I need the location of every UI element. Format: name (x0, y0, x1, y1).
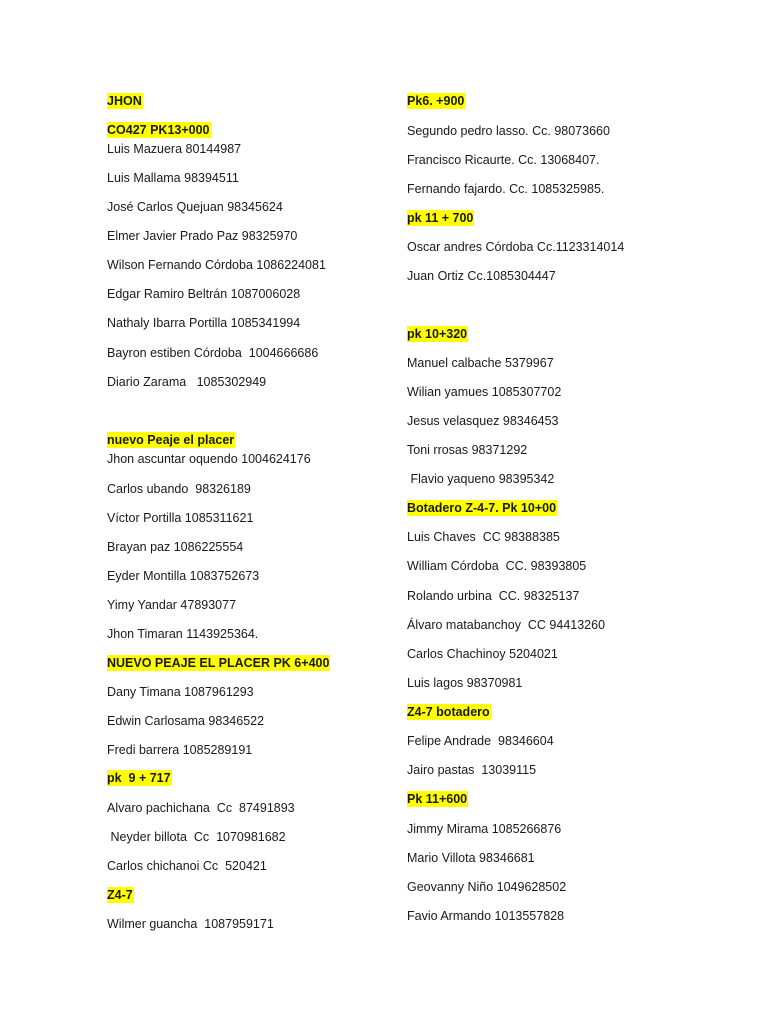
list-item: Brayan paz 1086225554 (107, 540, 244, 554)
list-item: Elmer Javier Prado Paz 98325970 (107, 229, 298, 243)
list-item: Álvaro matabanchoy CC 94413260 (407, 618, 606, 632)
list-item: Nathaly Ibarra Portilla 1085341994 (107, 316, 301, 330)
list-item: Francisco Ricaurte. Cc. 13068407. (407, 153, 600, 167)
list-item: Toni rrosas 98371292 (407, 443, 528, 457)
list-item: Alvaro pachichana Cc 87491893 (107, 801, 295, 815)
section-heading: Botadero Z-4-7. Pk 10+00 (407, 501, 557, 515)
list-item: Eyder Montilla 1083752673 (107, 569, 260, 583)
list-item: José Carlos Quejuan 98345624 (107, 200, 283, 214)
list-item: Luis lagos 98370981 (407, 676, 523, 690)
list-item: Dany Timana 1087961293 (107, 685, 254, 699)
list-item: Wilian yamues 1085307702 (407, 385, 562, 399)
list-item: Diario Zarama 1085302949 (107, 375, 267, 389)
list-item: Favio Armando 1013557828 (407, 909, 565, 923)
list-item: Bayron estiben Córdoba 1004666686 (107, 346, 319, 360)
section-heading: Z4-7 (107, 888, 133, 902)
section-heading: Z4-7 botadero (407, 705, 490, 719)
list-item: Carlos chichanoi Cc 520421 (107, 859, 267, 873)
list-item: Jimmy Mirama 1085266876 (407, 822, 562, 836)
section-heading: pk 9 + 717 (107, 771, 171, 785)
list-item: Víctor Portilla 1085311621 (107, 511, 254, 525)
list-item: Fredi barrera 1085289191 (107, 743, 253, 757)
section-heading: Pk6. +900 (407, 94, 465, 108)
list-item: William Córdoba CC. 98393805 (407, 559, 587, 573)
list-item: Edgar Ramiro Beltrán 1087006028 (107, 287, 301, 301)
list-item: Wilson Fernando Córdoba 1086224081 (107, 258, 326, 272)
list-item: Luis Mazuera 80144987 (107, 142, 242, 156)
list-item: Fernando fajardo. Cc. 1085325985. (407, 182, 605, 196)
section-heading: Pk 11+600 (407, 792, 468, 806)
list-item: Flavio yaqueno 98395342 (407, 472, 555, 486)
list-item: Segundo pedro lasso. Cc. 98073660 (407, 124, 610, 138)
list-item: Neyder billota Cc 1070981682 (107, 830, 286, 844)
list-item: Jhon ascuntar oquendo 1004624176 (107, 452, 311, 466)
list-item: Yimy Yandar 47893077 (107, 598, 237, 612)
list-item: Mario Villota 98346681 (407, 851, 535, 865)
list-item: Felipe Andrade 98346604 (407, 734, 554, 748)
section-heading: CO427 PK13+000 (107, 123, 210, 137)
list-item: Juan Ortiz Cc.1085304447 (407, 269, 556, 283)
list-item: Geovanny Niño 1049628502 (407, 880, 567, 894)
list-item: Jesus velasquez 98346453 (407, 414, 559, 428)
list-item: Jairo pastas 13039115 (407, 763, 537, 777)
list-item: Manuel calbache 5379967 (407, 356, 554, 370)
list-item: Rolando urbina CC. 98325137 (407, 589, 580, 603)
section-heading: pk 11 + 700 (407, 211, 474, 225)
section-heading: NUEVO PEAJE EL PLACER PK 6+400 (107, 656, 330, 670)
section-heading: pk 10+320 (407, 327, 468, 341)
list-item: Jhon Timaran 1143925364. (107, 627, 259, 641)
list-item: Carlos ubando 98326189 (107, 482, 251, 496)
section-heading: nuevo Peaje el placer (107, 433, 235, 447)
list-item: Luis Chaves CC 98388385 (407, 530, 560, 544)
section-heading: JHON (107, 94, 142, 108)
list-item: Wilmer guancha 1087959171 (107, 917, 274, 931)
list-item: Edwin Carlosama 98346522 (107, 714, 265, 728)
list-item: Carlos Chachinoy 5204021 (407, 647, 558, 661)
list-item: Oscar andres Córdoba Cc.1123314014 (407, 240, 625, 254)
list-item: Luis Mallama 98394511 (107, 171, 239, 185)
